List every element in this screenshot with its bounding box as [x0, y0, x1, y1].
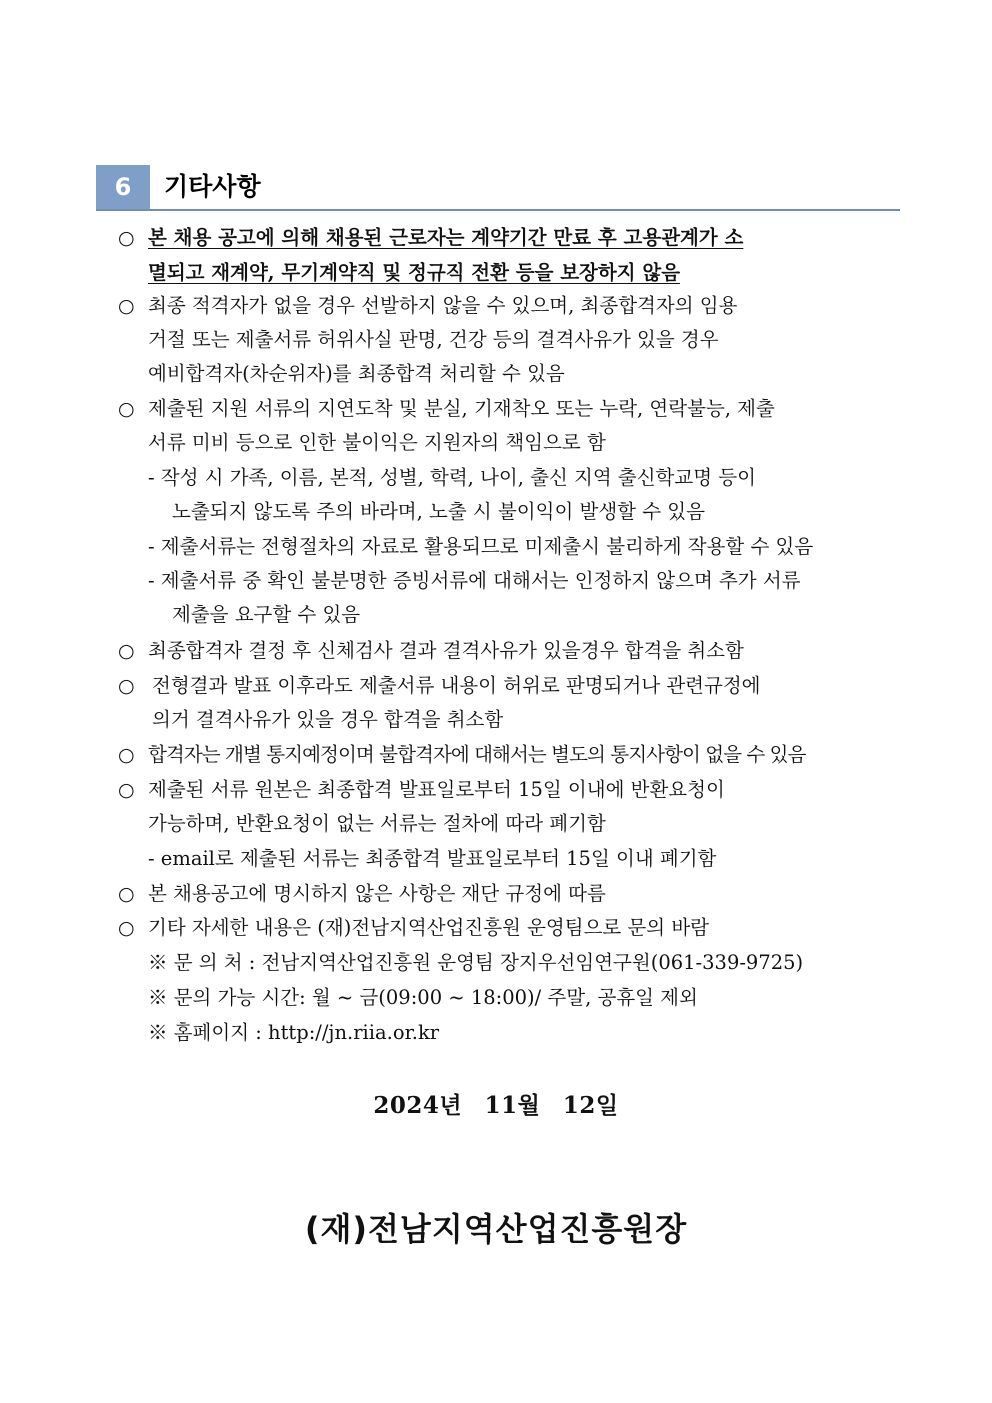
sub-item: - 작성 시 가족, 이름, 본적, 성별, 학력, 나이, 출신 지역 출신학교명 등이 — [148, 466, 756, 489]
list-item: 본 채용공고에 명시하지 않은 사항은 재단 규정에 따름 — [148, 882, 606, 905]
organization-name: (재)전남지역산업진흥원장 — [304, 1210, 688, 1248]
note-contact: ※ 문 의 처 : 전남지역산업진흥원 운영팀 장지우선임연구원(061-339-9725) — [148, 951, 804, 974]
list-item-continuation: 가능하며, 반환요청이 없는 서류는 절차에 따라 폐기함 — [148, 812, 606, 835]
bullet-icon: ○ — [118, 917, 135, 939]
note-hours: ※ 문의 가능 시간: 월 ~ 금(09:00 ~ 18:00)/ 주말, 공휴일 제외 — [148, 986, 698, 1009]
list-item-continuation: 의거 결격사유가 있을 경우 합격을 취소함 — [152, 708, 504, 731]
section-number: 6 — [96, 165, 150, 209]
list-item: 최종합격자 결정 후 신체검사 결과 결격사유가 있을경우 합격을 취소함 — [148, 639, 744, 662]
list-item: 제출된 서류 원본은 최종합격 발표일로부터 15일 이내에 반환요청이 — [148, 778, 725, 801]
bullet-icon: ○ — [118, 640, 135, 662]
list-item: 전형결과 발표 이후라도 제출서류 내용이 허위로 판명되거나 관련규정에 — [152, 674, 761, 697]
list-item-continuation: 멸되고 재계약, 무기계약직 및 정규직 전환 등을 보장하지 않음 — [148, 261, 681, 284]
sub-item: - 제출서류는 전형절차의 자료로 활용되므로 미제출시 불리하게 작용할 수 있음 — [148, 535, 814, 558]
bullet-icon: ○ — [118, 779, 135, 801]
bullet-icon: ○ — [118, 227, 135, 249]
sub-item-continuation: 노출되지 않도록 주의 바라며, 노출 시 불이익이 발생할 수 있음 — [172, 500, 705, 523]
list-item: 기타 자세한 내용은 (재)전남지역산업진흥원 운영팀으로 문의 바람 — [148, 916, 710, 939]
list-item-continuation: 예비합격자(차순위자)를 최종합격 처리할 수 있음 — [148, 362, 565, 385]
sub-item: - 제출서류 중 확인 불분명한 증빙서류에 대해서는 인정하지 않으며 추가 서류 — [148, 569, 801, 592]
list-item: 최종 적격자가 없을 경우 선발하지 않을 수 있으며, 최종합격자의 임용 — [148, 294, 738, 317]
announcement-date: 2024년 11월 12일 — [373, 1092, 619, 1119]
bullet-icon: ○ — [118, 295, 135, 317]
list-item-continuation: 서류 미비 등으로 인한 불이익은 지원자의 책임으로 함 — [148, 431, 606, 454]
bullet-icon: ○ — [118, 883, 135, 905]
bullet-icon: ○ — [118, 744, 135, 766]
sub-item: - email로 제출된 서류는 최종합격 발표일로부터 15일 이내 폐기함 — [148, 847, 717, 870]
list-item-continuation: 거절 또는 제출서류 허위사실 판명, 건강 등의 결격사유가 있을 경우 — [148, 328, 719, 351]
section-header — [96, 165, 900, 211]
note-homepage: ※ 홈페이지 : http://jn.riia.or.kr — [148, 1021, 440, 1044]
list-item: 제출된 지원 서류의 지연도착 및 분실, 기재착오 또는 누락, 연락불능, 제출 — [148, 397, 775, 420]
section-title: 기타사항 — [164, 172, 261, 201]
bullet-icon: ○ — [118, 398, 135, 420]
bullet-icon: ○ — [118, 675, 135, 697]
list-item: 본 채용 공고에 의해 채용된 근로자는 계약기간 만료 후 고용관계가 소 — [148, 226, 744, 249]
list-item: 합격자는 개별 통지예정이며 불합격자에 대해서는 별도의 통지사항이 없을 수 있음 — [148, 743, 806, 766]
sub-item-continuation: 제출을 요구할 수 있음 — [172, 603, 361, 626]
